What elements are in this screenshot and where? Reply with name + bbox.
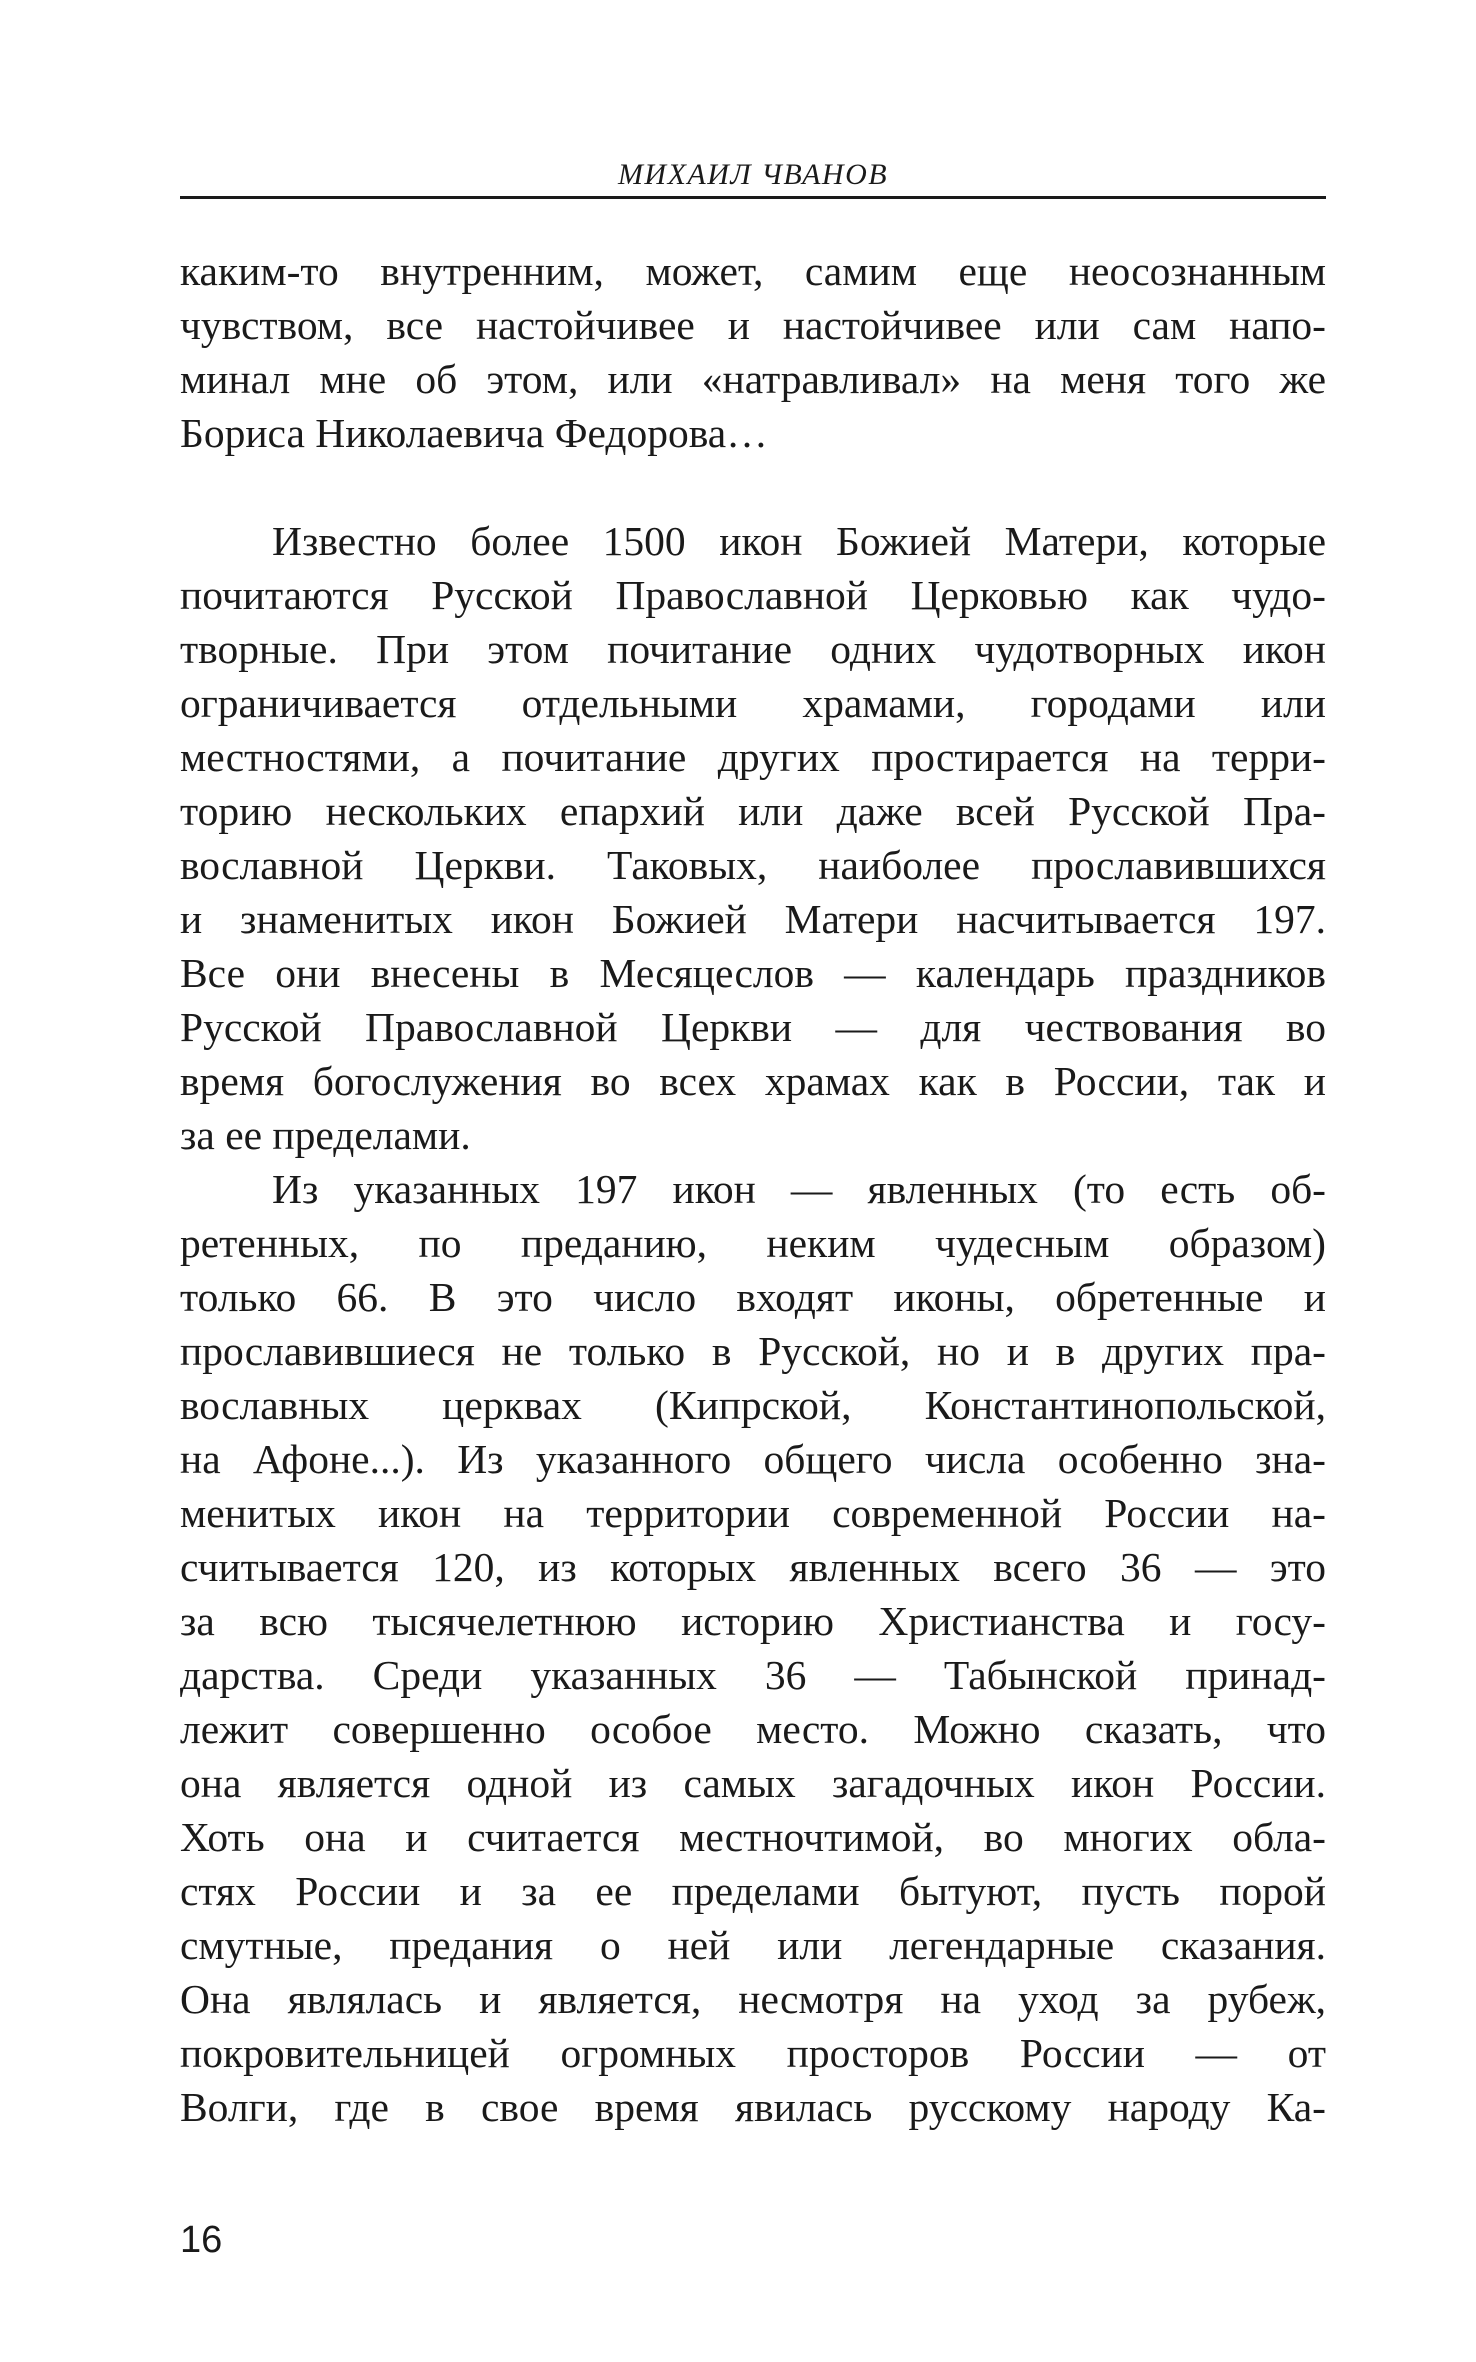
page-number: 16 — [180, 2219, 223, 2261]
text-line: лежит совершенно особое место. Можно сказать, что — [180, 1706, 1326, 1752]
text-line: местностями, а почитание других простирается на терри- — [180, 734, 1326, 780]
paragraph — [180, 514, 1326, 1162]
text-line: Хоть она и считается местночтимой, во многих обла- — [180, 1814, 1326, 1860]
text-line: стях России и за ее пределами бытуют, пусть порой — [180, 1868, 1326, 1914]
text-line: каким-то внутренним, может, самим еще неосознанным — [180, 248, 1326, 294]
running-head-title: МИХАИЛ ЧВАНОВ — [617, 158, 889, 191]
text-line: Русской Православной Церкви — для чествования во — [180, 1004, 1326, 1050]
text-line: только 66. В это число входят иконы, обретенные и — [180, 1274, 1326, 1320]
header-rule — [180, 196, 1326, 199]
text-line: творные. При этом почитание одних чудотворных икон — [180, 626, 1326, 672]
text-line: считывается 120, из которых явленных всего 36 — это — [180, 1544, 1326, 1590]
paragraph — [180, 1162, 1326, 2134]
text-line: Все они внесены в Месяцеслов — календарь праздников — [180, 950, 1326, 996]
text-line: торию нескольких епархий или даже всей Русской Пра- — [180, 788, 1326, 834]
text-line: вославной Церкви. Таковых, наиболее прославившихся — [180, 842, 1326, 888]
text-line: менитых икон на территории современной России на- — [180, 1490, 1326, 1536]
paragraph-continued — [180, 244, 1326, 460]
text-line: прославившиеся не только в Русской, но и в других пра- — [180, 1328, 1326, 1374]
text-line: ретенных, по преданию, неким чудесным образом) — [180, 1220, 1326, 1266]
text-line: чувством, все настойчивее и настойчивее или сам напо- — [180, 302, 1326, 348]
text-line: минал мне об этом, или «натравливал» на меня того же — [180, 356, 1326, 402]
text-line: Бориса Николаевича Федорова… — [180, 410, 768, 456]
text-line: время богослужения во всех храмах как в России, так и — [180, 1058, 1326, 1104]
text-line: покровительницей огромных просторов России — от — [180, 2030, 1326, 2076]
text-line: ограничивается отдельными храмами, городами или — [180, 680, 1326, 726]
text-line: Из указанных 197 икон — явленных (то есть об- — [272, 1166, 1326, 1212]
main-text — [180, 244, 1326, 2134]
text-line: она является одной из самых загадочных икон России. — [180, 1760, 1326, 1806]
text-line: почитаются Русской Православной Церковью как чудо- — [180, 572, 1326, 618]
text-line: Волги, где в свое время явилась русскому народу Ка- — [180, 2084, 1326, 2130]
text-line: за всю тысячелетнюю историю Христианства и госу- — [180, 1598, 1326, 1644]
section-break — [180, 460, 1326, 514]
text-line: и знаменитых икон Божией Матери насчитывается 197. — [180, 896, 1326, 942]
text-line: Известно более 1500 икон Божией Матери, которые — [272, 518, 1326, 564]
text-line: вославных церквах (Кипрской, Константинопольской, — [180, 1382, 1326, 1428]
text-line: смутные, предания о ней или легендарные сказания. — [180, 1922, 1326, 1968]
text-line: за ее пределами. — [180, 1112, 471, 1158]
text-line: Она являлась и является, несмотря на уход за рубеж, — [180, 1976, 1326, 2022]
text-line: на Афоне...). Из указанного общего числа особенно зна- — [180, 1436, 1326, 1482]
text-line: дарства. Среди указанных 36 — Табынской принад- — [180, 1652, 1326, 1698]
